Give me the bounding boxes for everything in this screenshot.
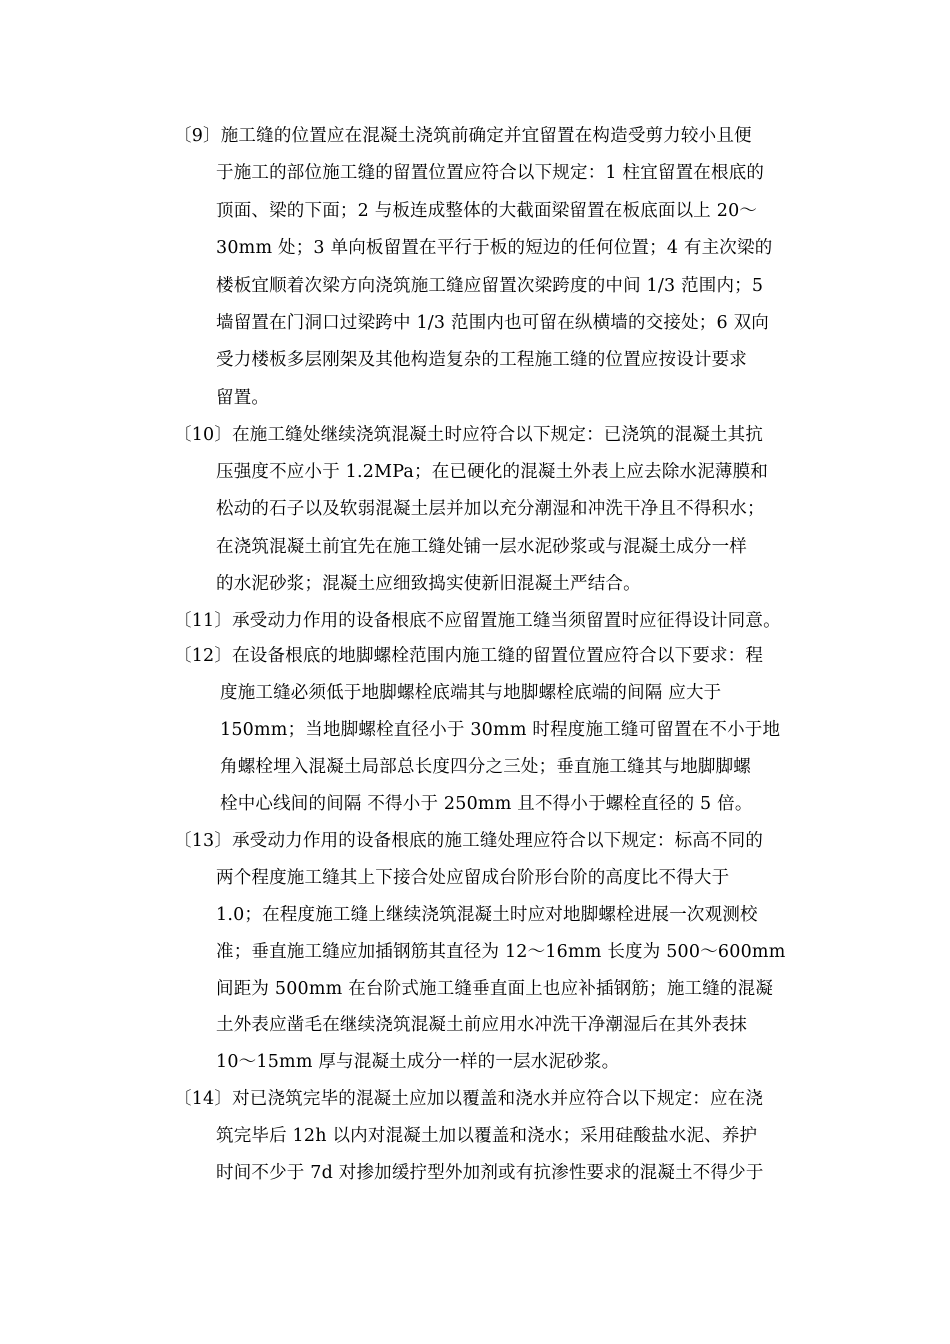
text-line: 楼板宜顺着次梁方向浇筑施工缝应留置次梁跨度的中间 1/3 范围内；5 xyxy=(216,276,764,296)
text-line: 1.0；在程度施工缝上继续浇筑混凝土时应对地脚螺栓进展一次观测校 xyxy=(216,905,758,925)
text-line: 的水泥砂浆；混凝土应细致捣实使新旧混凝土严结合。 xyxy=(216,574,641,594)
text-line: 度施工缝必须低于地脚螺栓底端其与地脚螺栓底端的间隔 应大于 xyxy=(220,683,722,703)
text-line: 在浇筑混凝土前宜先在施工缝处铺一层水泥砂浆或与混凝土成分一样 xyxy=(216,537,747,557)
text-line: 〔9〕施工缝的位置应在混凝土浇筑前确定并宜留置在构造受剪力较小且便 xyxy=(174,126,752,146)
text-line: 10～15mm 厚与混凝土成分一样的一层水泥砂浆。 xyxy=(216,1052,620,1072)
text-line: 松动的石子以及软弱混凝土层并加以充分潮湿和冲洗干净且不得积水； xyxy=(216,499,765,519)
text-line: 角螺栓埋入混凝土局部总长度四分之三处；垂直施工缝其与地脚脚螺 xyxy=(220,757,751,777)
text-line: 〔10〕在施工缝处继续浇筑混凝土时应符合以下规定：已浇筑的混凝土其抗 xyxy=(174,425,764,445)
text-line: 时间不少于 7d 对掺加缓拧型外加剂或有抗渗性要求的混凝土不得少于 xyxy=(216,1163,764,1183)
text-line: 土外表应凿毛在继续浇筑混凝土前应用水冲洗干净潮湿后在其外表抹 xyxy=(216,1015,747,1035)
text-line: 于施工的部位施工缝的留置位置应符合以下规定：1 柱宜留置在根底的 xyxy=(216,163,765,183)
text-line: 栓中心线间的间隔 不得小于 250mm 且不得小于螺栓直径的 5 倍。 xyxy=(220,794,753,814)
text-line: 〔13〕承受动力作用的设备根底的施工缝处理应符合以下规定：标高不同的 xyxy=(174,831,764,851)
text-line: 30mm 处；3 单向板留置在平行于板的短边的任何位置；4 有主次梁的 xyxy=(216,238,773,258)
text-line: 准；垂直施工缝应加插钢筋其直径为 12～16mm 长度为 500～600mm xyxy=(216,942,786,962)
text-line: 〔14〕对已浇筑完毕的混凝土应加以覆盖和浇水并应符合以下规定：应在浇 xyxy=(174,1089,764,1109)
text-line: 〔11〕承受动力作用的设备根底不应留置施工缝当须留置时应征得设计同意。 xyxy=(174,611,781,631)
text-line: 顶面、梁的下面；2 与板连成整体的大截面梁留置在板底面以上 20～ xyxy=(216,201,758,221)
text-line: 〔12〕在设备根底的地脚螺栓范围内施工缝的留置位置应符合以下要求：程 xyxy=(174,646,764,666)
text-line: 受力楼板多层刚架及其他构造复杂的工程施工缝的位置应按设计要求 xyxy=(216,350,747,370)
text-line: 压强度不应小于 1.2MPa；在已硬化的混凝土外表上应去除水泥薄膜和 xyxy=(216,462,769,482)
text-line: 两个程度施工缝其上下接合处应留成台阶形台阶的高度比不得大于 xyxy=(216,868,730,888)
text-line: 筑完毕后 12h 以内对混凝土加以覆盖和浇水；采用硅酸盐水泥、养护 xyxy=(216,1126,758,1146)
text-line: 留置。 xyxy=(216,388,270,408)
text-line: 150mm；当地脚螺栓直径小于 30mm 时程度施工缝可留置在不小于地 xyxy=(220,720,781,740)
text-line: 间距为 500mm 在台阶式施工缝垂直面上也应补插钢筋；施工缝的混凝 xyxy=(216,979,774,999)
text-line: 墙留置在门洞口过梁跨中 1/3 范围内也可留在纵横墙的交接处；6 双向 xyxy=(216,313,769,333)
